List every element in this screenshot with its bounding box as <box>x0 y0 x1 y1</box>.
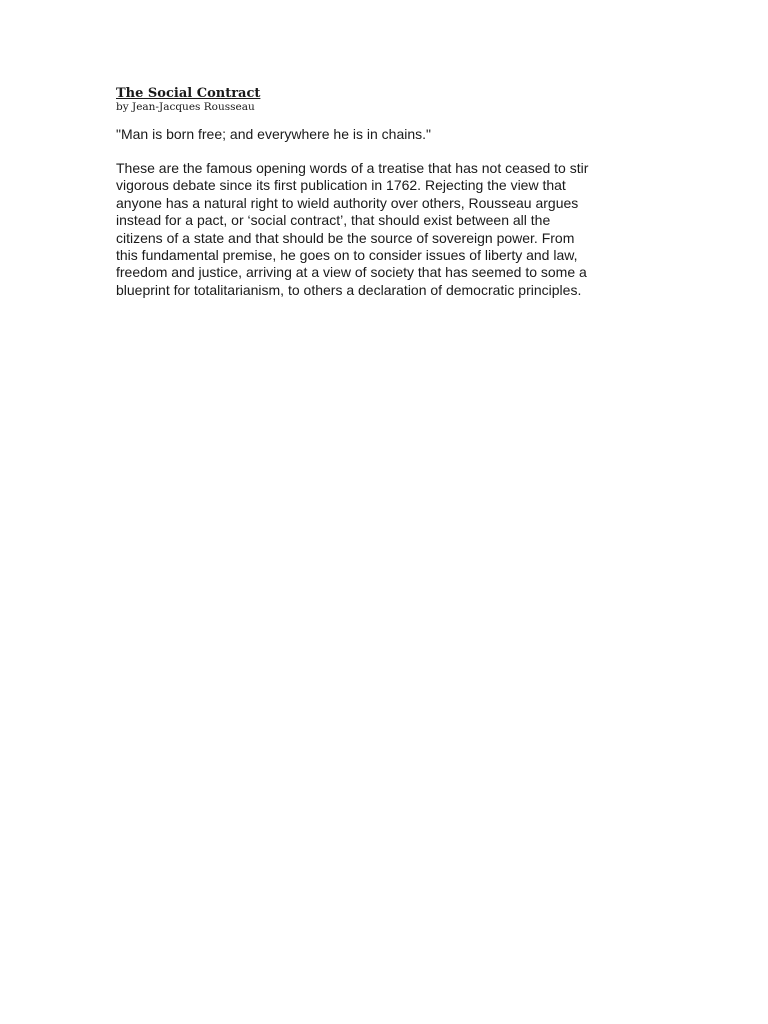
body-line: blueprint for totalitarianism, to others a declaration of democratic principles. <box>116 281 582 298</box>
body-line: this fundamental premise, he goes on to consider issues of liberty and law, <box>116 247 578 264</box>
body-line: anyone has a natural right to wield authority over others, Rousseau argues <box>116 194 579 211</box>
body-line: citizens of a state and that should be the source of sovereign power. From <box>116 229 575 246</box>
document-content <box>116 86 656 299</box>
document-title: The Social Contract <box>116 86 261 101</box>
body-line: instead for a pact, or ‘social contract’, that should exist between all the <box>116 212 551 229</box>
body-line: vigorous debate since its first publication in 1762. Rejecting the view that <box>116 177 566 194</box>
body-line: These are the famous opening words of a treatise that has not ceased to stir <box>116 160 589 176</box>
author-byline: by Jean-Jacques Rousseau <box>116 101 255 113</box>
body-line: freedom and justice, arriving at a view of society that has seemed to some a <box>116 264 587 281</box>
body-paragraph <box>116 160 656 299</box>
opening-quote: "Man is born free; and everywhere he is in chains." <box>116 126 431 142</box>
